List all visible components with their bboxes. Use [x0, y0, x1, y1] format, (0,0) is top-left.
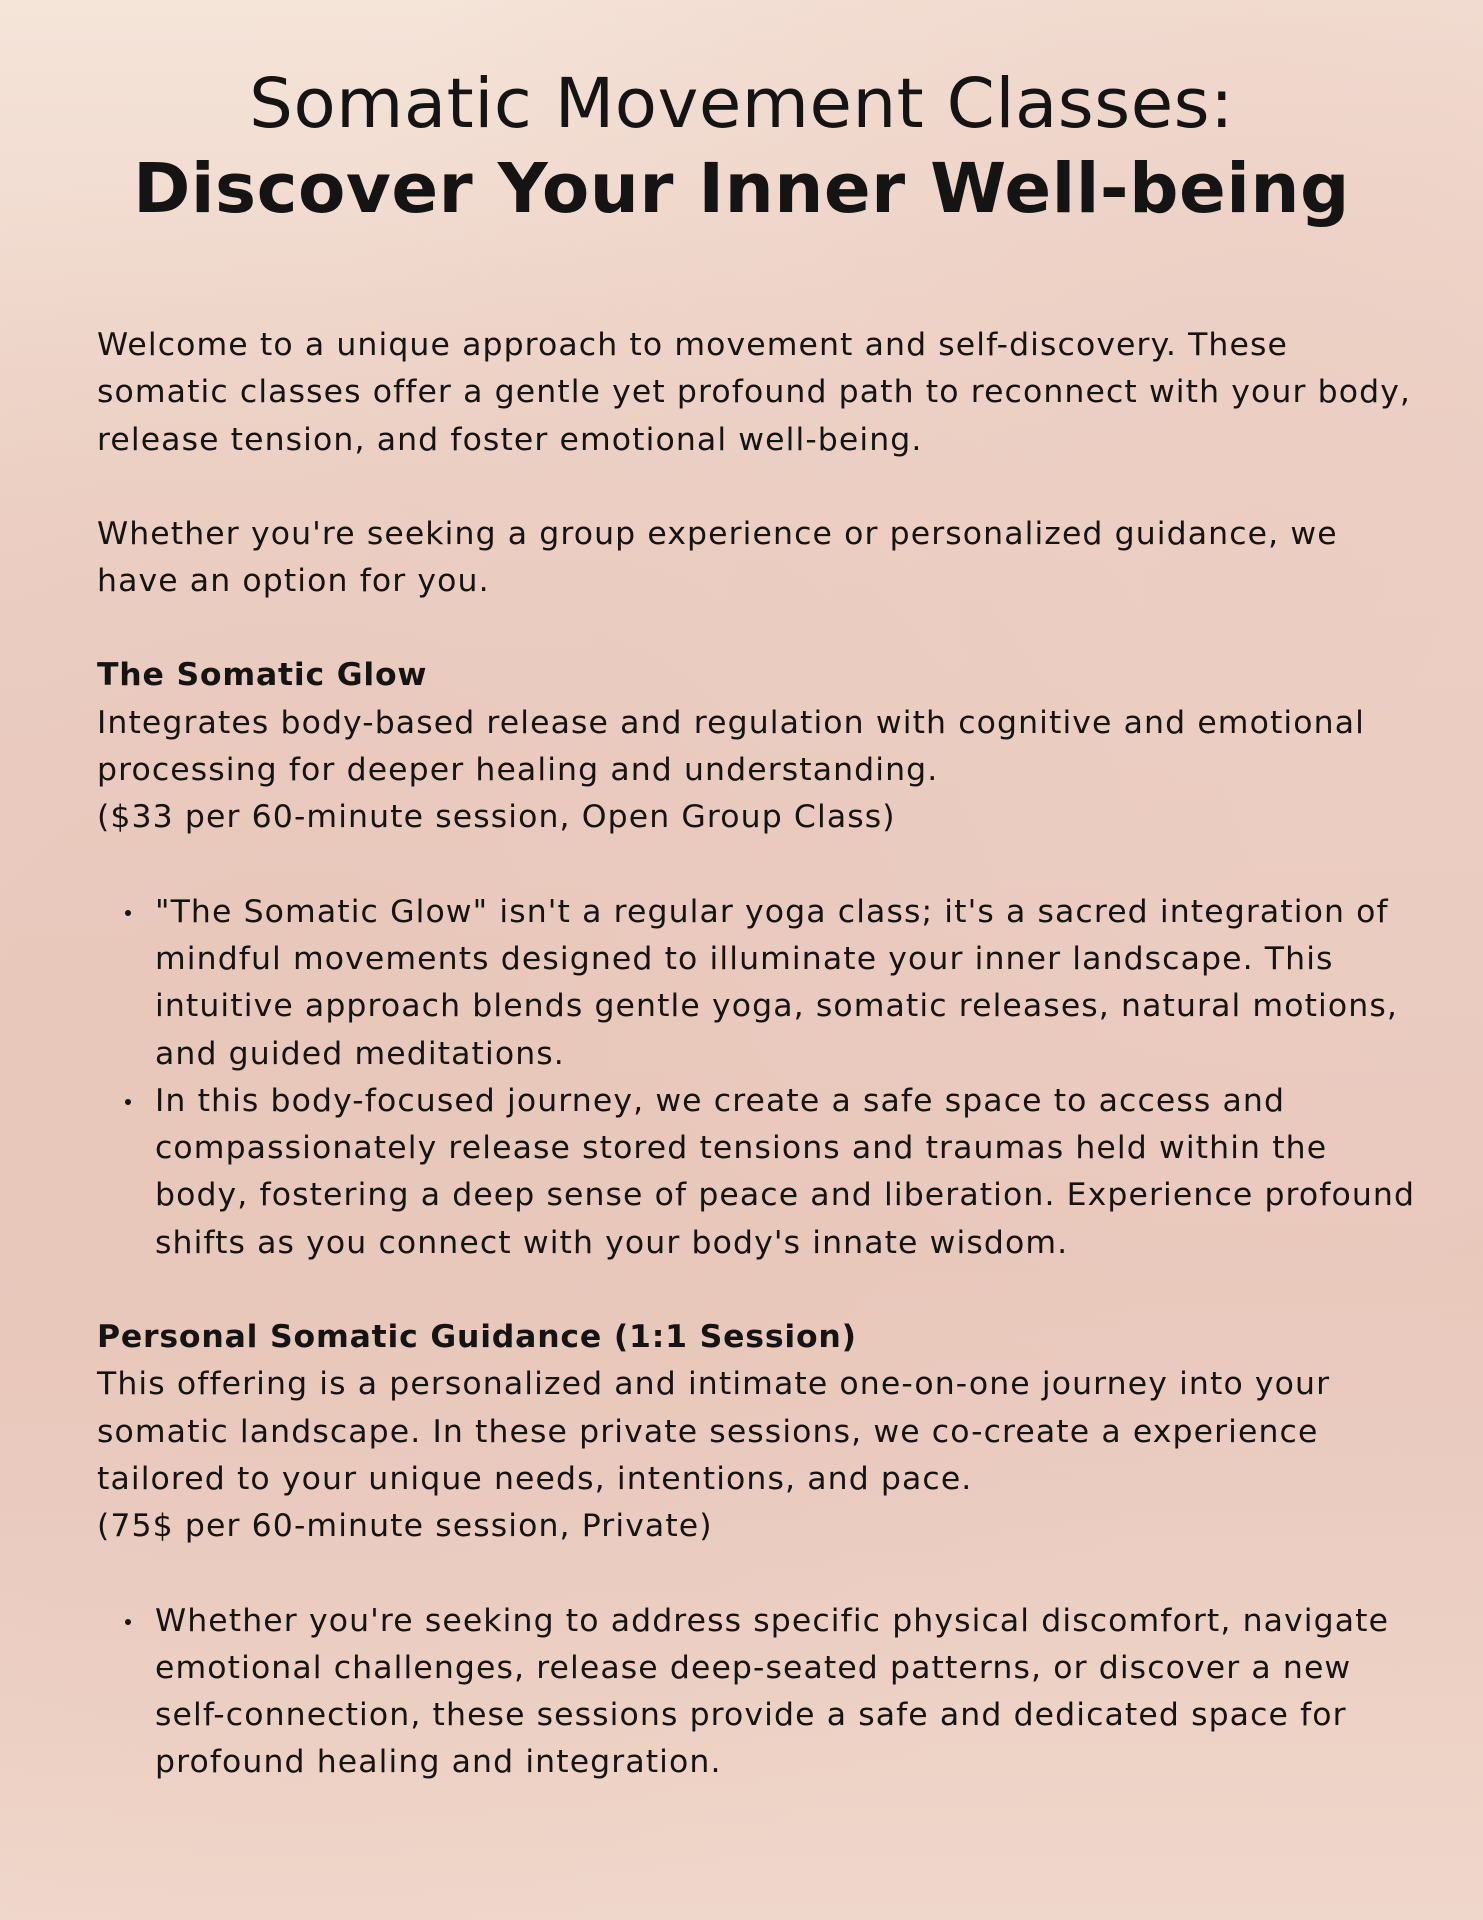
section-price: ($33 per 60-minute session, Open Group Class) — [97, 799, 896, 836]
page-title-line-1: Somatic Movement Classes: — [249, 64, 1234, 144]
bullet-list — [97, 889, 1417, 1267]
section-somatic-glow — [97, 652, 1417, 1267]
intro-paragraph: Welcome to a unique approach to movement and self-discovery. These somatic classes offer a gentle yet profound path to reconnect with your body, release tension, and foster emotional well-being. — [97, 327, 1412, 458]
spacer — [97, 1551, 1417, 1598]
intro-paragraph: Whether you're seeking a group experience or personalized guidance, we have an option for you. — [97, 515, 1338, 600]
bullet-item: Whether you're seeking to address specific physical discomfort, navigate emotional challenges, release deep-seated patterns, or discover a new self-connection, these sessions provide a safe and dedicated space for profound healing and integration. — [155, 1598, 1417, 1787]
bullet-item: "The Somatic Glow" isn't a regular yoga class; it's a sacred integration of mindful movements designed to illuminate your inner landscape. This intuitive approach blends gentle yoga, somatic releases, natural motions, and guided meditations. — [155, 889, 1417, 1078]
section-heading: The Somatic Glow — [97, 657, 428, 694]
page-title-line-2: Discover Your Inner Well-being — [133, 149, 1350, 229]
bullet-list — [97, 1598, 1417, 1787]
spacer — [97, 842, 1417, 889]
section-personal-guidance — [97, 1314, 1417, 1787]
bullet-item: In this body-focused journey, we create a safe space to access and compassionately release stored tensions and traumas held within the body, fostering a deep sense of peace and liberation. Experience profound shifts as you connect with your body's innate wisdom. — [155, 1078, 1417, 1267]
spacer — [97, 1267, 1417, 1314]
section-heading: Personal Somatic Guidance (1:1 Session) — [97, 1319, 857, 1356]
section-price: (75$ per 60-minute session, Private) — [97, 1508, 713, 1545]
spacer — [97, 464, 1417, 511]
section-description: Integrates body-based release and regulation with cognitive and emotional processing for deeper healing and understanding. — [97, 704, 1365, 789]
section-description: This offering is a personalized and intimate one-on-one journey into your somatic landscape. In these private sessions, we co-create a experience tailored to your unique needs, intentions, and pace. — [97, 1366, 1331, 1497]
spacer — [97, 605, 1417, 652]
page-title — [97, 0, 1386, 232]
document-body — [97, 322, 1417, 1787]
